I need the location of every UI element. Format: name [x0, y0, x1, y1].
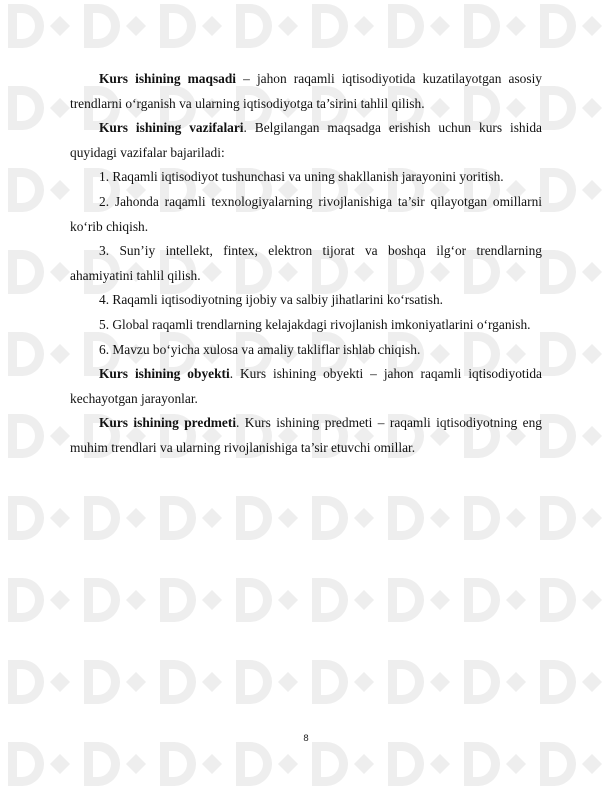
- watermark-mark: [160, 578, 222, 622]
- watermark-mark: [540, 660, 602, 704]
- task-item-1: [70, 165, 542, 190]
- paragraph-object: [70, 362, 542, 411]
- watermark-mark: [312, 4, 374, 48]
- task-item-text: 6. Mavzu bo‘yicha xulosa va amaliy takliflar ishlab chiqish.: [99, 341, 421, 357]
- document-body: [70, 67, 542, 461]
- watermark-mark: [8, 250, 70, 294]
- watermark-mark: [8, 660, 70, 704]
- watermark-mark: [464, 578, 526, 622]
- watermark-mark: [84, 4, 146, 48]
- task-item-text: 4. Raqamli iqtisodiyotning ijobiy va salbiy jihatlarini ko‘rsatish.: [99, 292, 444, 308]
- watermark-mark: [540, 578, 602, 622]
- watermark-mark: [84, 496, 146, 540]
- watermark-mark: [84, 660, 146, 704]
- task-item-text: 5. Global raqamli trendlarning kelajakdagi rivojlanish imkoniyatlarini o‘rganish.: [99, 316, 531, 332]
- paragraph-goal: [70, 67, 542, 116]
- watermark-mark: [388, 742, 450, 786]
- watermark-mark: [540, 742, 602, 786]
- paragraph-tasks: [70, 116, 542, 165]
- watermark-mark: [312, 496, 374, 540]
- watermark-mark: [8, 332, 70, 376]
- paragraph-object-heading: Kurs ishining obyekti: [99, 366, 230, 382]
- watermark-mark: [8, 496, 70, 540]
- paragraph-subject-text: . Kurs ishining predmeti – raqamli iqtisodiyotning eng muhim trendlari va ularning rivojlanishiga ta’sir etuvchi omillar.: [70, 415, 542, 455]
- watermark-mark: [160, 496, 222, 540]
- task-item-3: [70, 239, 542, 288]
- watermark-mark: [8, 742, 70, 786]
- paragraph-goal-text: – jahon raqamli iqtisodiyotida kuzatilayotgan asosiy trendlarni o‘rganish va ularning iqtisodiyotga ta’sirini tahlil qilish.: [70, 71, 542, 111]
- task-item-text: 3. Sun’iy intellekt, fintex, elektron tijorat va boshqa ilg‘or trendlarning ahamiyatini tahlil qilish.: [70, 243, 542, 283]
- watermark-mark: [160, 660, 222, 704]
- watermark-mark: [84, 578, 146, 622]
- watermark-mark: [540, 332, 602, 376]
- paragraph-object-text: . Kurs ishining obyekti – jahon raqamli iqtisodiyotida kechayotgan jarayonlar.: [70, 366, 542, 406]
- watermark-mark: [160, 4, 222, 48]
- watermark-mark: [8, 414, 70, 458]
- watermark-mark: [540, 86, 602, 130]
- watermark-mark: [84, 742, 146, 786]
- watermark-mark: [464, 496, 526, 540]
- paragraph-tasks-heading: Kurs ishining vazifalari: [99, 120, 244, 136]
- watermark-mark: [388, 496, 450, 540]
- watermark-mark: [8, 4, 70, 48]
- watermark-mark: [464, 742, 526, 786]
- task-item-6: [70, 338, 542, 363]
- watermark-mark: [236, 742, 298, 786]
- watermark-mark: [312, 578, 374, 622]
- paragraph-subject: [70, 411, 542, 460]
- watermark-mark: [236, 660, 298, 704]
- watermark-mark: [540, 496, 602, 540]
- task-item-text: 2. Jahonda raqamli texnologiyalarning rivojlanishiga ta’sir qilayotgan omillarni ko‘rib chiqish.: [70, 193, 542, 234]
- watermark-mark: [540, 168, 602, 212]
- watermark-mark: [388, 578, 450, 622]
- paragraph-tasks-text: . Belgilangan maqsadga erishish uchun kurs ishida quyidagi vazifalar bajariladi:: [70, 120, 542, 160]
- task-item-2: [70, 190, 542, 239]
- watermark-mark: [464, 660, 526, 704]
- watermark-mark: [388, 4, 450, 48]
- task-item-4: [70, 288, 542, 313]
- watermark-mark: [464, 4, 526, 48]
- watermark-mark: [8, 578, 70, 622]
- watermark-mark: [540, 250, 602, 294]
- paragraph-subject-heading: Kurs ishining predmeti: [99, 415, 237, 431]
- page-number: 8: [303, 733, 309, 744]
- watermark-mark: [540, 414, 602, 458]
- watermark-mark: [8, 86, 70, 130]
- paragraph-goal-heading: Kurs ishining maqsadi: [99, 71, 237, 86]
- watermark-mark: [236, 4, 298, 48]
- watermark-mark: [160, 742, 222, 786]
- task-item-5: [70, 313, 542, 338]
- watermark-mark: [312, 660, 374, 704]
- watermark-mark: [236, 578, 298, 622]
- watermark-mark: [388, 660, 450, 704]
- watermark-mark: [8, 168, 70, 212]
- watermark-mark: [312, 742, 374, 786]
- task-item-text: 1. Raqamli iqtisodiyot tushunchasi va uning shakllanish jarayonini yoritish.: [99, 169, 504, 185]
- watermark-mark: [236, 496, 298, 540]
- watermark-mark: [540, 4, 602, 48]
